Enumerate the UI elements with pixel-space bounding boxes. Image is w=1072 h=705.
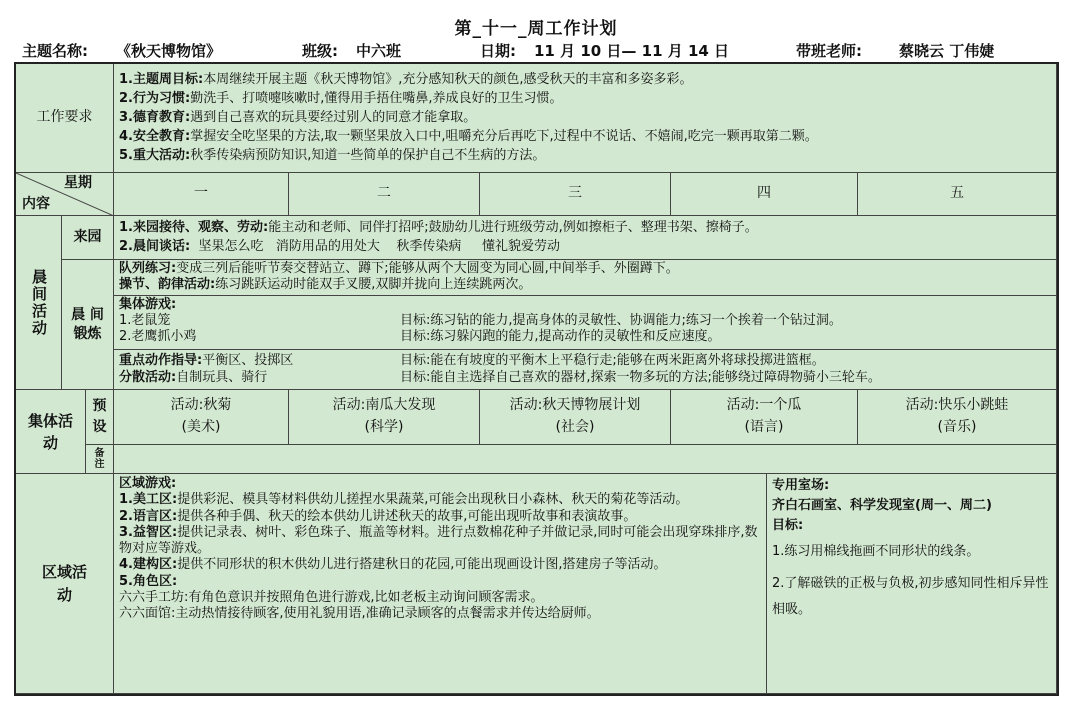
arrival-label: 来园 (62, 216, 114, 260)
weekday-fri: 五 (858, 173, 1057, 216)
activity-fri: 活动:快乐小跳蛙 (音乐) (858, 390, 1057, 445)
activity-tue: 活动:南瓜大发现 (科学) (289, 390, 480, 445)
class-value: 中六班 (356, 42, 402, 60)
teacher-value: 蔡晓云 丁伟婕 (899, 42, 995, 60)
requirement-item: 5.重大活动:秋季传染病预防知识,知道一些简单的保护自己不生病的方法。 (119, 148, 546, 163)
requirement-item: 3.德育教育:遇到自己喜欢的玩具要经过别人的同意才能拿取。 (119, 110, 477, 125)
weekday-tue: 二 (289, 173, 480, 216)
game-row: 2.老鹰抓小鸡 目标:练习躲闪跑的能力,提高动作的灵敏性和反应速度。 (119, 329, 721, 344)
diagonal-header-cell (16, 173, 114, 216)
requirement-item: 2.行为习惯:勤洗手、打喷嚏咳嗽时,懂得用手捂住嘴鼻,养成良好的卫生习惯。 (119, 91, 563, 106)
weekday-mon: 一 (114, 173, 289, 216)
exercise-label: 晨 间锻炼 (62, 260, 114, 390)
activity-mon: 活动:秋菊 (美术) (114, 390, 289, 445)
date-value: 11 月 10 日— 11 月 14 日 (534, 42, 730, 60)
group-activity-label: 集体活动 (16, 390, 86, 474)
requirement-item: 4.安全教育:掌握安全吃坚果的方法,取一颗坚果放入口中,咀嚼充分后再吃下,过程中不说话、不嬉闹,吃完一颗再取第二颗。 (119, 129, 818, 144)
arrival-content: 1.来园接待、观察、劳动:能主动和老师、同伴打招呼;鼓励幼儿进行班级劳动,例如擦柜子、整理书架、擦椅子。 2.晨间谈话: 坚果怎么吃 消防用品的用处大 秋季传染病 懂礼貌爱劳动 (114, 216, 1057, 260)
class-label: 班级: (302, 42, 338, 60)
game-row: 1.老鼠笼 目标:练习钻的能力,提高身体的灵敏性、协调能力;练习一个挨着一个钻过洞。 (119, 313, 842, 328)
weekday-thu: 四 (671, 173, 858, 216)
area-activity-label: 区域活动 (16, 474, 114, 694)
area-games-content: 区域游戏: 1.美工区:提供彩泥、模具等材料供幼儿搓捏水果蔬菜,可能会出现秋日小森林、秋天的菊花等活动。 2.语言区:提供各种手偶、秋天的绘本供幼儿讲述秋天的故事,可能出现听故事和表演故事。 3.益智区:提供记录表、树叶、彩色珠子、瓶盖等材料。进行点数棉花种子并做记录,同时可能会出现穿珠排序,数物对应等游戏。 4.建构区:提供不同形状的积木供幼儿进行搭建秋日的花园,可能出现画设计图,搭建房子等活动。 5.角色区: 六六手工坊:有角色意识并按照角色进行游戏,比如老板主动询问顾客需求。 六六面馆:主动热情接待顾客,使用礼貌用语,准确记录顾客的点餐需求并传达给厨师。 (114, 474, 767, 694)
theme-label: 主题名称: (22, 42, 88, 60)
requirements-content (114, 64, 1057, 173)
note-content (114, 445, 1057, 474)
page-title: 第_十一_周工作计划 (454, 19, 618, 39)
exercise-queue: 队列练习:变成三列后能听节奏交替站立、蹲下;能够从两个大圆变为同心圆,中间举手、外圈蹲下。 操节、韵律活动:练习跳跃运动时能双手叉腰,双脚并拢向上连续跳两次。 (114, 260, 1057, 296)
diag-top-label: 星期 (64, 175, 92, 191)
teacher-label: 带班老师: (796, 42, 862, 60)
requirement-item: 1.主题周目标:本周继续开展主题《秋天博物馆》,充分感知秋天的颜色,感受秋天的丰富和多姿多彩。 (119, 72, 693, 87)
plan-label: 预设 (86, 390, 114, 445)
date-label: 日期: (480, 42, 516, 60)
diag-bottom-label: 内容 (22, 196, 50, 212)
exercise-key: 重点动作指导:平衡区、投掷区 目标:能在有坡度的平衡木上平稳行走;能够在两米距离外将球投掷进篮框。 分散活动:自制玩具、骑行 目标:能自主选择自己喜欢的器材,探索一物多玩的方法;能够绕过障碍物骑小三轮车。 (114, 350, 1057, 390)
weekday-wed: 三 (480, 173, 671, 216)
note-label: 备注 (86, 445, 114, 474)
requirements-label: 工作要求 (16, 64, 114, 173)
special-room-content: 专用室场: 齐白石画室、科学发现室(周一、周二) 目标: 1.练习用棉线拖画不同形状的线条。 2.了解磁铁的正极与负极,初步感知同性相斥异性相吸。 (767, 474, 1057, 694)
morning-label: 晨间活动 (16, 216, 62, 390)
activity-wed: 活动:秋天博物展计划 (社会) (480, 390, 671, 445)
exercise-games: 集体游戏: 1.老鼠笼 目标:练习钻的能力,提高身体的灵敏性、协调能力;练习一个挨着一个钻过洞。 2.老鹰抓小鸡 目标:练习躲闪跑的能力,提高动作的灵敏性和反应速度。 (114, 296, 1057, 350)
theme-value: 《秋天博物馆》 (116, 42, 222, 60)
activity-thu: 活动:一个瓜 (语言) (671, 390, 858, 445)
